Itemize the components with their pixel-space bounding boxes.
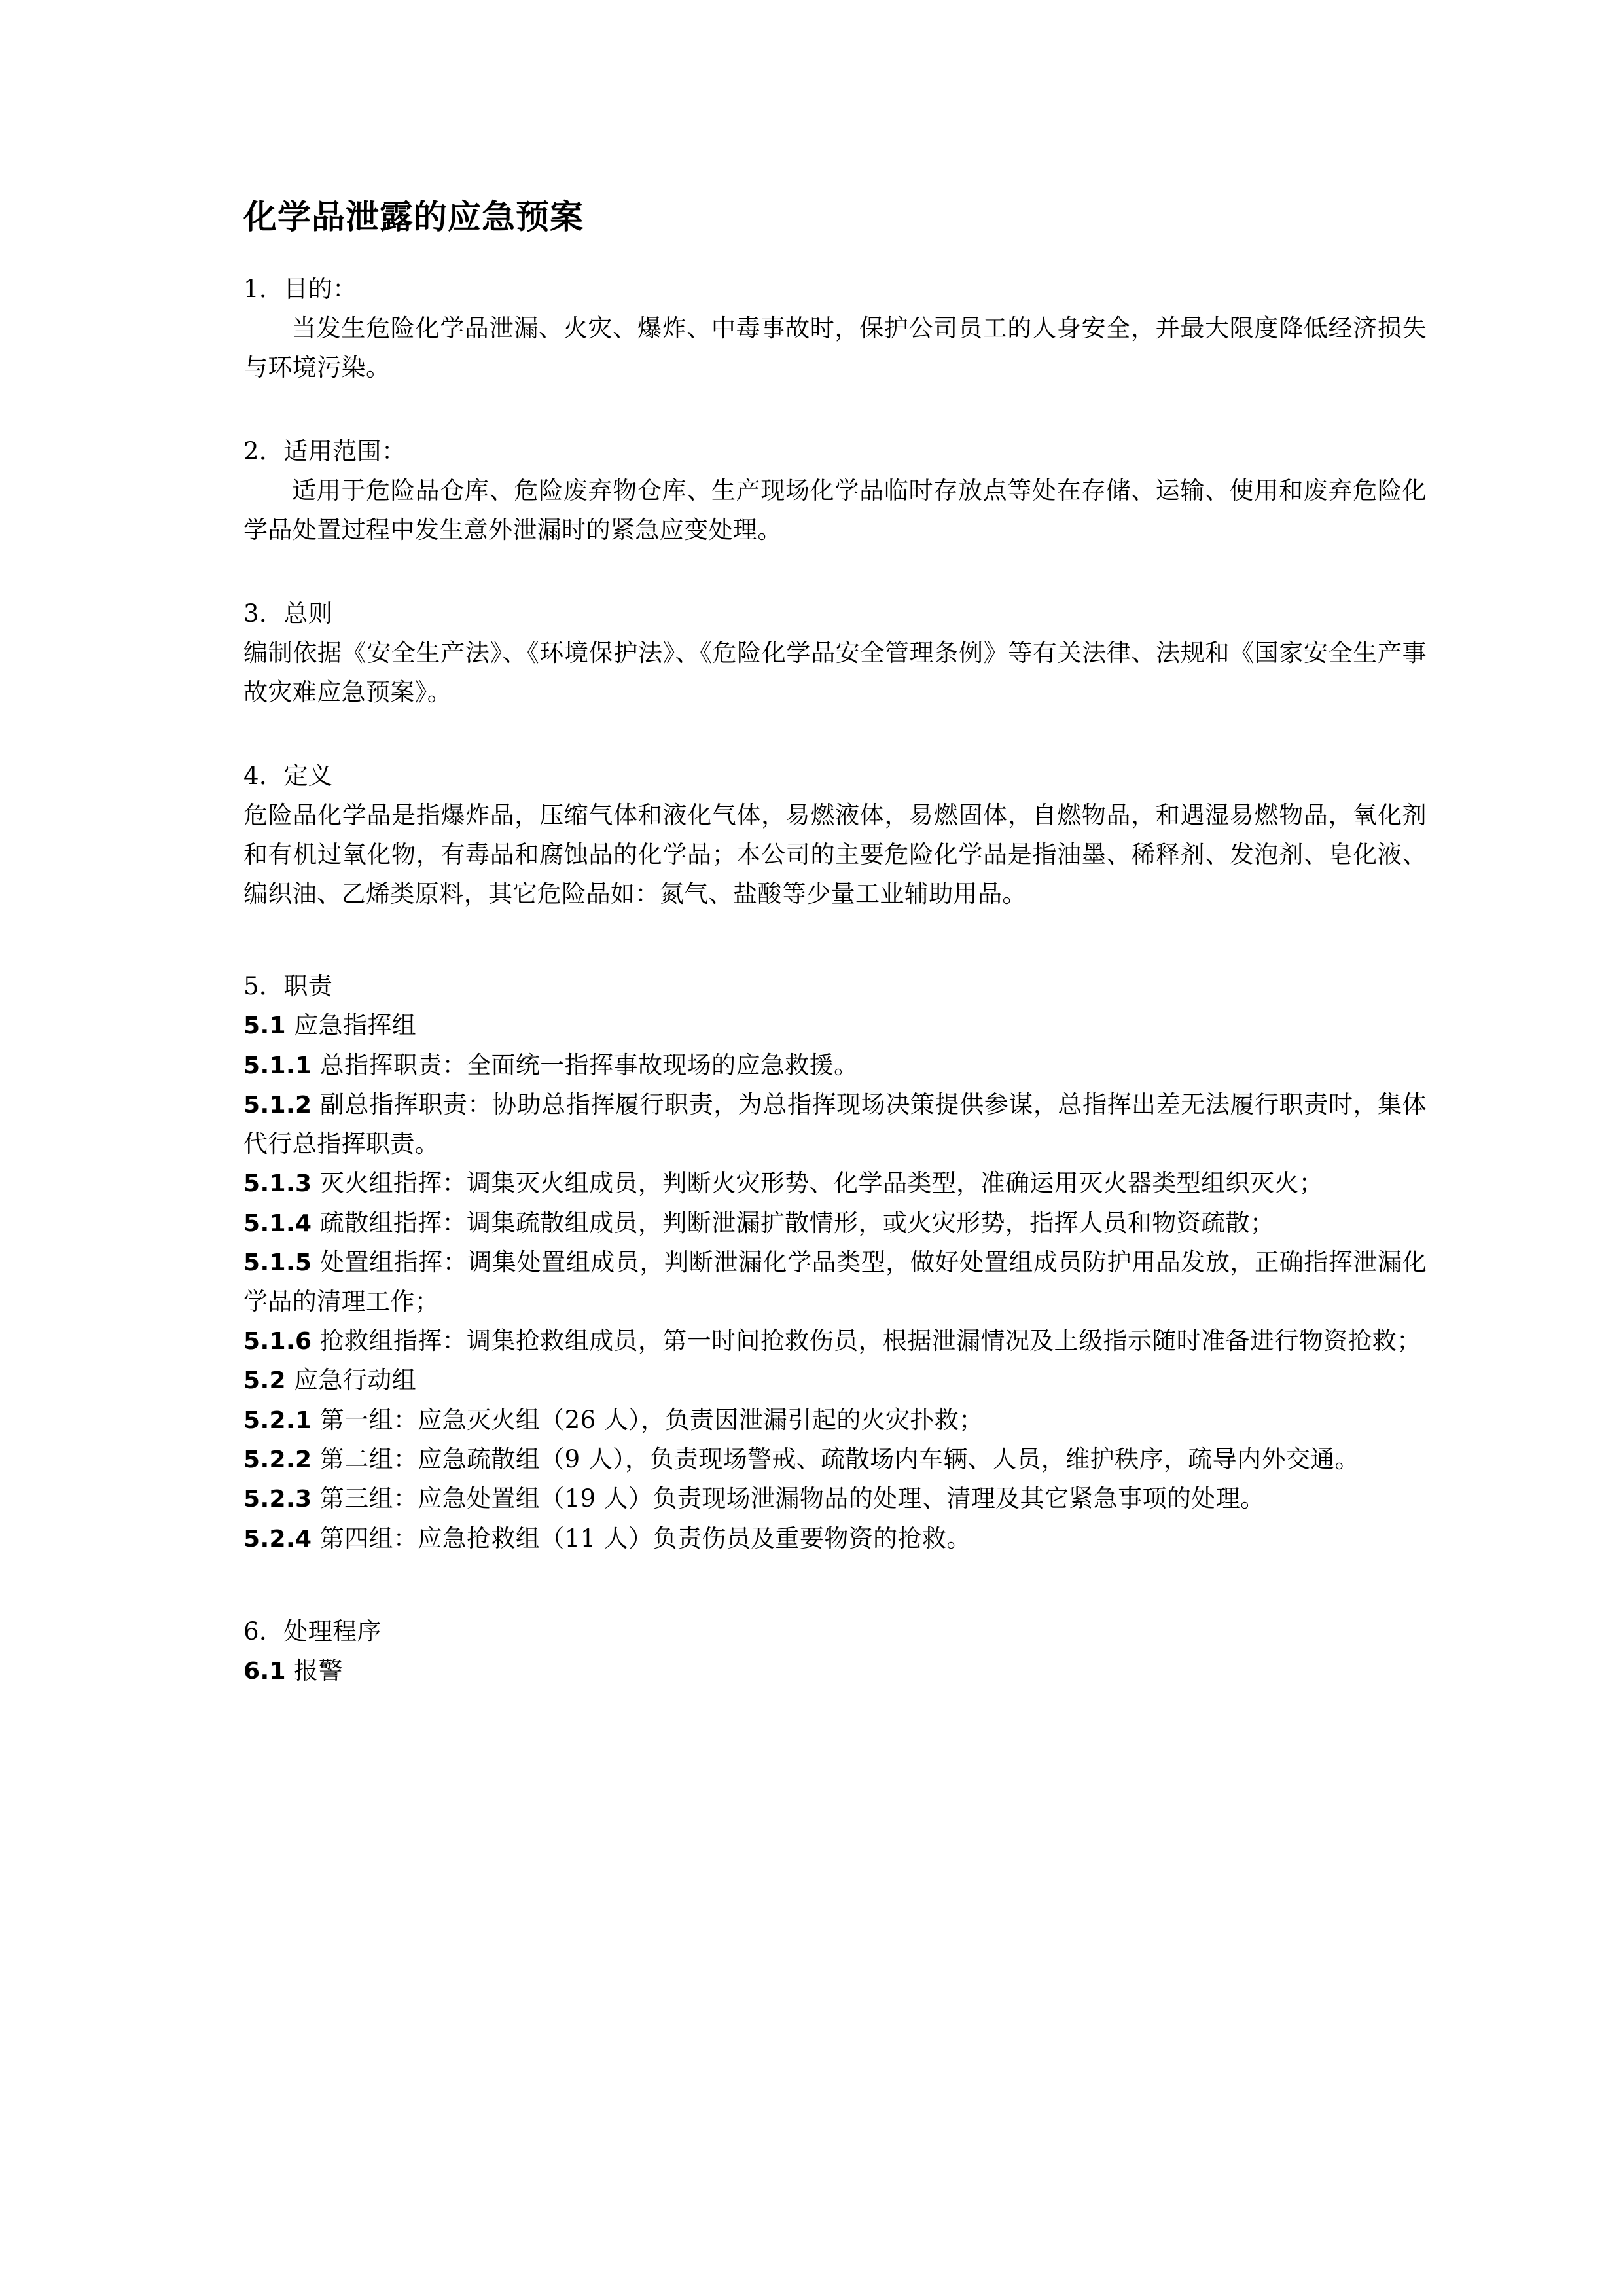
item-label: 5.1.2 — [243, 1092, 312, 1119]
item-label: 5.1.3 — [243, 1170, 312, 1198]
item-label: 5.1.5 — [243, 1249, 312, 1276]
section-procedure — [243, 1612, 1427, 1691]
list-item — [243, 1519, 1427, 1558]
spacer — [243, 575, 1427, 594]
list-item — [243, 1321, 1427, 1361]
section-paragraph: 危险品化学品是指爆炸品，压缩气体和液化气体，易燃液体，易燃固体，自燃物品，和遇湿易燃物品，氧化剂和有机过氧化物，有毒品和腐蚀品的化学品；本公司的主要危险化学品是指油墨、稀释剂、发泡剂、皂化液、编织油、乙烯类原料，其它危险品如：氮气、盐酸等少量工业辅助用品。 — [243, 800, 1427, 908]
section-general-rules — [243, 594, 1427, 712]
item-text: 灭火组指挥：调集灭火组成员，判断火灾形势、化学品类型，准确运用灭火器类型组织灭火； — [319, 1169, 1324, 1198]
item-label: 5.2.4 — [243, 1525, 312, 1552]
section-definitions — [243, 757, 1427, 914]
list-item — [243, 1401, 1427, 1440]
item-text: 第二组：应急疏散组（9 人），负责现场警戒、疏散场内车辆、人员，维护秩序，疏导内外交通。 — [319, 1445, 1360, 1474]
item-text: 抢救组指挥：调集抢救组成员，第一时间抢救伤员，根据泄漏情况及上级指示随时准备进行物资抢救； — [319, 1327, 1421, 1355]
section-paragraph: 编制依据《安全生产法》、《环境保护法》、《危险化学品安全管理条例》等有关法律、法规和《国家安全生产事故灾难应急预案》。 — [243, 638, 1427, 706]
list-item — [243, 1204, 1427, 1243]
item-label: 5.1.6 — [243, 1328, 312, 1355]
page-title: 化学品泄露的应急预案 — [243, 198, 584, 237]
item-text: 应急行动组 — [294, 1366, 417, 1395]
item-text: 处置组指挥：调集处置组成员，判断泄漏化学品类型，做好处置组成员防护用品发放，正确指挥泄漏化学品的清理工作； — [243, 1247, 1427, 1316]
list-item — [243, 1164, 1427, 1203]
spacer — [243, 938, 1427, 967]
section-heading: 3．总则 — [243, 599, 333, 628]
list-item — [243, 1651, 1427, 1691]
spacer — [243, 737, 1427, 757]
item-text: 应急指挥组 — [294, 1011, 417, 1040]
item-label: 5.2 — [243, 1367, 286, 1395]
spacer — [243, 1583, 1427, 1612]
section-paragraph: 适用于危险品仓库、危险废弃物仓库、生产现场化学品临时存放点等处在存储、运输、使用和废弃危险化学品处置过程中发生意外泄漏时的紧急应变处理。 — [243, 476, 1427, 544]
list-item — [243, 1440, 1427, 1479]
item-label: 5.1.4 — [243, 1210, 312, 1237]
item-text: 第四组：应急抢救组（11 人）负责伤员及重要物资的抢救。 — [319, 1524, 971, 1552]
section-heading: 6．处理程序 — [243, 1617, 382, 1646]
item-text: 报警 — [294, 1656, 343, 1685]
section-heading: 5．职责 — [243, 972, 333, 1001]
spacer — [243, 412, 1427, 432]
section-heading: 1．目的： — [243, 275, 357, 304]
list-item — [243, 1006, 1427, 1045]
item-label: 5.1.1 — [243, 1052, 312, 1079]
section-scope — [243, 432, 1427, 550]
section-responsibilities — [243, 967, 1427, 1558]
section-purpose — [243, 270, 1427, 387]
section-heading: 4．定义 — [243, 761, 333, 790]
section-paragraph: 当发生危险化学品泄漏、火灾、爆炸、中毒事故时，保护公司员工的人身安全，并最大限度降低经济损失与环境污染。 — [243, 314, 1427, 382]
item-text: 疏散组指挥：调集疏散组成员，判断泄漏扩散情形，或火灾形势，指挥人员和物资疏散； — [319, 1208, 1275, 1237]
item-label: 5.2.1 — [243, 1407, 312, 1434]
item-text: 第一组：应急灭火组（26 人），负责因泄漏引起的火灾扑救； — [319, 1405, 984, 1434]
item-label: 5.2.3 — [243, 1486, 312, 1513]
item-label: 6.1 — [243, 1657, 286, 1685]
list-item — [243, 1243, 1427, 1321]
list-item — [243, 1046, 1427, 1085]
section-heading: 2．适用范围： — [243, 437, 406, 466]
item-label: 5.1 — [243, 1013, 286, 1040]
list-item — [243, 1479, 1427, 1518]
item-label: 5.2.2 — [243, 1446, 312, 1474]
item-text: 总指挥职责：全面统一指挥事故现场的应急救援。 — [319, 1050, 859, 1079]
list-item — [243, 1361, 1427, 1400]
item-text: 第三组：应急处置组（19 人）负责现场泄漏物品的处理、清理及其它紧急事项的处理。 — [319, 1484, 1265, 1513]
list-item — [243, 1085, 1427, 1164]
item-text: 副总指挥职责：协助总指挥履行职责，为总指挥现场决策提供参谋，总指挥出差无法履行职责时，集体代行总指挥职责。 — [243, 1090, 1427, 1158]
